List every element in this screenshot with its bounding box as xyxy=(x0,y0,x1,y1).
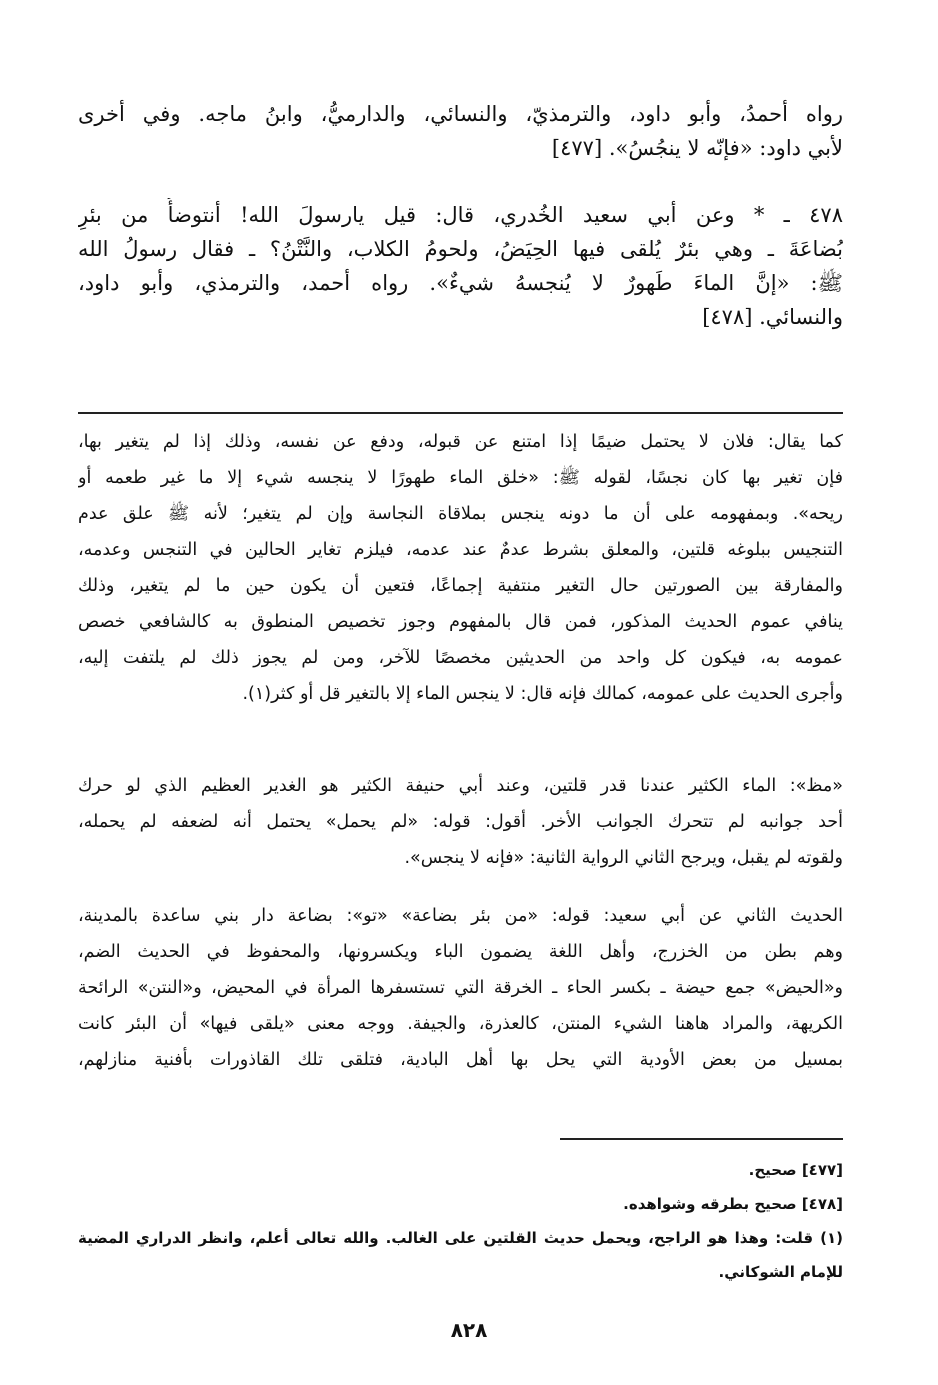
footnotes-block xyxy=(78,1153,843,1289)
text-line: وأجرى الحديث على عمومه، كمالك فإنه قال: لا ينجس الماء إلا بالتغير قل أو كثر(١). xyxy=(242,684,843,704)
commentary-block-3 xyxy=(78,898,843,1078)
text-line: الكريهة، والمراد هاهنا الشيء المنتن، كالعذرة، والجيفة. ووجه معنى «يلقى فيها» أن البئر كانت xyxy=(78,1014,843,1034)
text-line: ينافي عموم الحديث المذكور، فمن قال بالمفهوم وجوز تخصيص المنطوق به كالشافعي خصص xyxy=(78,612,843,632)
commentary-block-1 xyxy=(78,424,843,712)
footnote: [٤٧٧] صحيح. xyxy=(748,1161,843,1179)
text-line: وهم بطن من الخزرج، وأهل اللغة يضمون الباء ويكسرونها، والمحفوظ في الحديث الضم، xyxy=(78,942,843,962)
hadith-text-block xyxy=(78,97,843,165)
text-line: بمسيل من بعض الأودية التي يحل بها أهل البادية، فتلقى تلك القاذورات بأفنية منازلهم، xyxy=(78,1050,843,1070)
text-line: فإن تغير بها كان نجسًا، لقوله ﷺ: «خلق الماء طهورًا لا ينجسه شيء إلا ما غير طعمه أو xyxy=(78,468,843,488)
text-line: والنسائي. [٤٧٨] xyxy=(702,305,843,329)
text-line: و«الحيض» جمع حيضة ـ بكسر الحاء ـ الخرقة التي تستسفرها المرأة في المحيض، و«النتن» الرائحة xyxy=(78,978,843,998)
text-line: كما يقال: فلان لا يحتمل ضيمًا إذا امتنع عن قبوله، ودفع عن نفسه، وذلك إذا لم يتغير بها، xyxy=(78,432,843,452)
page-number: ٨٢٨ xyxy=(450,1318,488,1342)
text-line: لأبي داود: «فإنّه لا ينجُسُ». [٤٧٧] xyxy=(551,136,843,160)
text-line: ولقوته لم يقبل، ويرجح الثاني الرواية الثانية: «فإنه لا ينجس». xyxy=(404,848,843,868)
text-line: بُضاعَةَ ـ وهي بئرٌ يُلقى فيها الحِيَضُ، ولحومُ الكلاب، والنَّتْنُ؟ ـ فقال رسولُ الله xyxy=(78,237,843,261)
text-line: عمومه به، فيكون كل واحد من الحديثين مخصصًا للآخر، ومن لم يجوز ذلك لم يلتفت إليه، xyxy=(78,648,843,668)
text-line: الحديث الثاني عن أبي سعيد: قوله: «من بئر بضاعة» «تو»: بضاعة دار بني ساعدة بالمدينة، xyxy=(78,906,843,926)
text-line: رواه أحمدُ، وأبو داود، والترمذيّ، والنسائي، والدارميُّ، وابنُ ماجه. وفي أخرى xyxy=(78,102,843,126)
footnote: للإمام الشوكاني. xyxy=(718,1263,843,1281)
hadith-478-block xyxy=(78,198,843,334)
text-line: أحد جوانبه لم تتحرك الجوانب الأخر. أقول: قوله: «لم يحمل» يحتمل أنه لضعفه لم يحمله، xyxy=(78,812,843,832)
footnote-separator xyxy=(560,1138,843,1140)
text-line: والمفارقة بين الصورتين حال التغير منتفية إجماعًا، فتعين أن يكون حين ما لم يتغير، وذلك xyxy=(78,576,843,596)
text-line: التنجيس ببلوغه قلتين، والمعلق بشرط عدمٌ عند عدمه، فيلزم تغاير الحالين في التنجس وعدمه، xyxy=(78,540,843,560)
separator-line xyxy=(78,412,843,414)
commentary-block-2 xyxy=(78,768,843,876)
footnote: (١) قلت: وهذا هو الراجح، ويحمل حديث القلتين على الغالب. والله تعالى أعلم، وانظر الدراري المضية xyxy=(78,1229,843,1247)
text-line: ﷺ: «إنَّ الماءَ طَهورٌ لا يُنجسهُ شيءٌ». رواه أحمد، والترمذي، وأبو داود، xyxy=(78,271,843,295)
text-line: ريحه». وبمفهومه على أن ما دونه ينجس بملاقاة النجاسة وإن لم يتغير؛ لأنه ﷺ علق عدم xyxy=(78,504,843,524)
footnote: [٤٧٨] صحيح بطرقه وشواهده. xyxy=(623,1195,843,1213)
text-line: «مظ»: الماء الكثير عندنا قدر قلتين، وعند أبي حنيفة الكثير هو الغدير العظيم الذي لو حرك xyxy=(78,776,843,796)
text-line: ٤٧٨ ـ * وعن أبي سعيد الخُدري، قال: قيل يارسولَ الله! أنتوضأُ من بئرِ xyxy=(78,203,843,227)
